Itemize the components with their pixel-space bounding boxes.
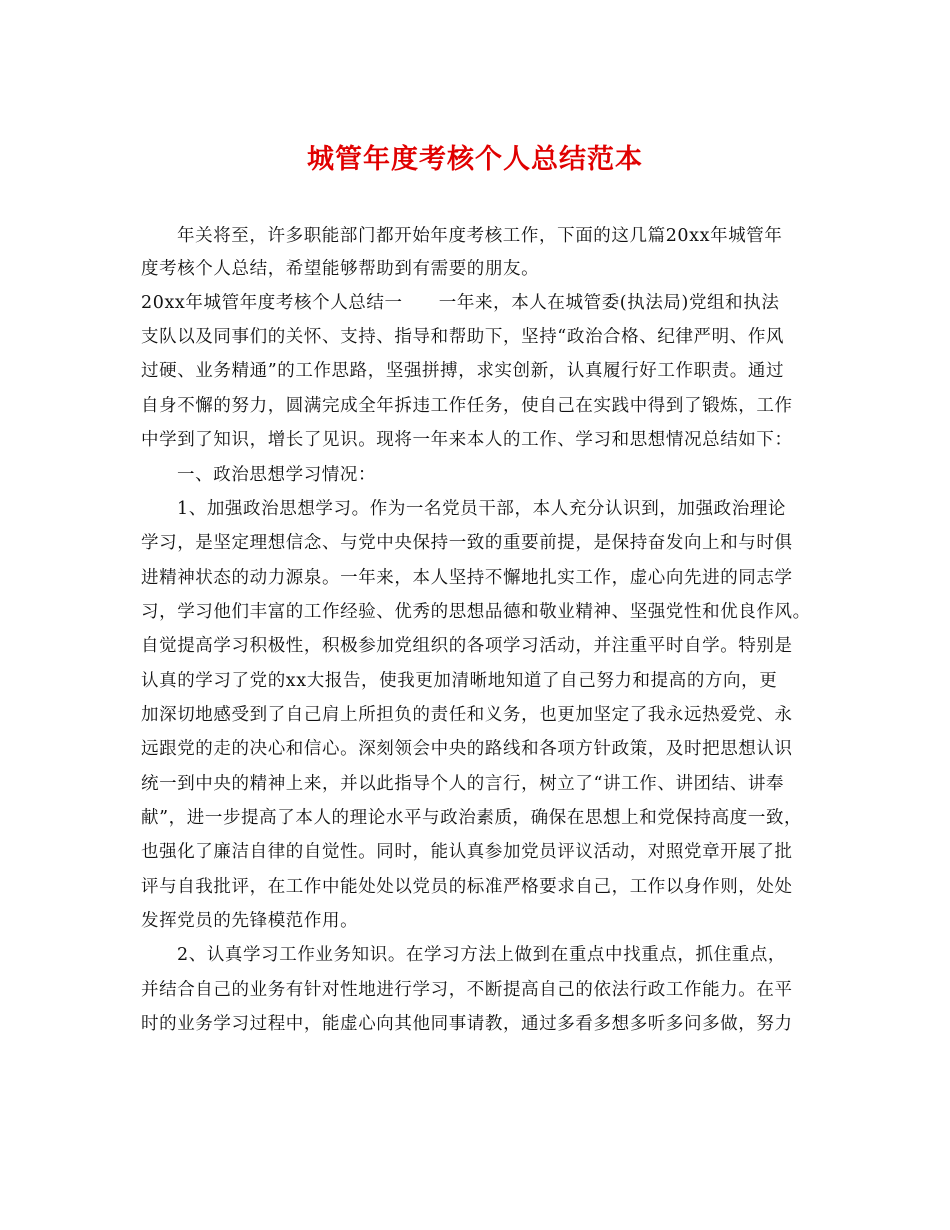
paragraph-line: 并结合自己的业务有针对性地进行学习，不断提高自己的依法行政工作能力。在平 xyxy=(141,980,793,1000)
paragraph-line: 2、认真学习工作业务知识。在学习方法上做到在重点中找重点，抓住重点， xyxy=(177,945,787,965)
paragraph-line: 习，学习他们丰富的工作经验、优秀的思想品德和敬业精神、坚强党性和优良作风。 xyxy=(141,602,811,622)
paragraph-line: 中学到了知识，增长了见识。现将一年来本人的工作、学习和思想情况总结如下： xyxy=(141,430,793,450)
paragraph-line: 自觉提高学习积极性，积极参加党组织的各项学习活动，并注重平时自学。特别是 xyxy=(141,636,793,656)
paragraph-line: 评与自我批评，在工作中能处处以党员的标准严格要求自己，工作以身作则，处处 xyxy=(141,877,793,897)
paragraph-line: 认真的学习了党的xx大报告，使我更加清晰地知道了自己努力和提高的方向，更 xyxy=(141,671,778,691)
paragraph-line: 年关将至，许多职能部门都开始年度考核工作，下面的这几篇20xx年城管年 xyxy=(177,226,783,246)
paragraph-line: 时的业务学习过程中，能虚心向其他同事请教，通过多看多想多听多问多做，努力 xyxy=(141,1014,793,1034)
paragraph-line: 发挥党员的先锋模范作用。 xyxy=(141,911,359,931)
paragraph-line: 远跟党的走的决心和信心。深刻领会中央的路线和各项方针政策，及时把思想认识 xyxy=(141,739,793,759)
paragraph-line: 献”，进一步提高了本人的理论水平与政治素质，确保在思想上和党保持高度一致， xyxy=(141,808,803,828)
paragraph-line: 20xx年城管年度考核个人总结一 一年来，本人在城管委(执法局)党组和执法 xyxy=(141,293,780,313)
section-heading: 一、政治思想学习情况： xyxy=(177,465,377,485)
paragraph-line: 加深切地感受到了自己肩上所担负的责任和义务，也更加坚定了我永远热爱党、永 xyxy=(141,705,793,725)
paragraph-line: 统一到中央的精神上来，并以此指导个人的言行，树立了“讲工作、讲团结、讲奉 xyxy=(141,774,785,794)
paragraph-line: 过硬、业务精通”的工作思路，坚强拼搏，求实创新，认真履行好工作职责。通过 xyxy=(141,361,785,381)
paragraph-line: 自身不懈的努力，圆满完成全年拆违工作任务，使自己在实践中得到了锻炼，工作 xyxy=(141,396,793,416)
paragraph-line: 进精神状态的动力源泉。一年来，本人坚持不懈地扎实工作，虚心向先进的同志学 xyxy=(141,568,793,588)
paragraph-line: 也强化了廉洁自律的自觉性。同时，能认真参加党员评议活动，对照党章开展了批 xyxy=(141,842,793,862)
paragraph-line: 度考核个人总结，希望能够帮助到有需要的朋友。 xyxy=(141,259,540,279)
document-title: 城管年度考核个人总结范本 xyxy=(307,144,643,175)
paragraph-line: 支队以及同事们的关怀、支持、指导和帮助下，坚持“政治合格、纪律严明、作风 xyxy=(141,327,785,347)
paragraph-line: 1、加强政治思想学习。作为一名党员干部，本人充分认识到，加强政治理论 xyxy=(177,499,787,519)
paragraph-line: 学习，是坚定理想信念、与党中央保持一致的重要前提，是保持奋发向上和与时俱 xyxy=(141,533,793,553)
